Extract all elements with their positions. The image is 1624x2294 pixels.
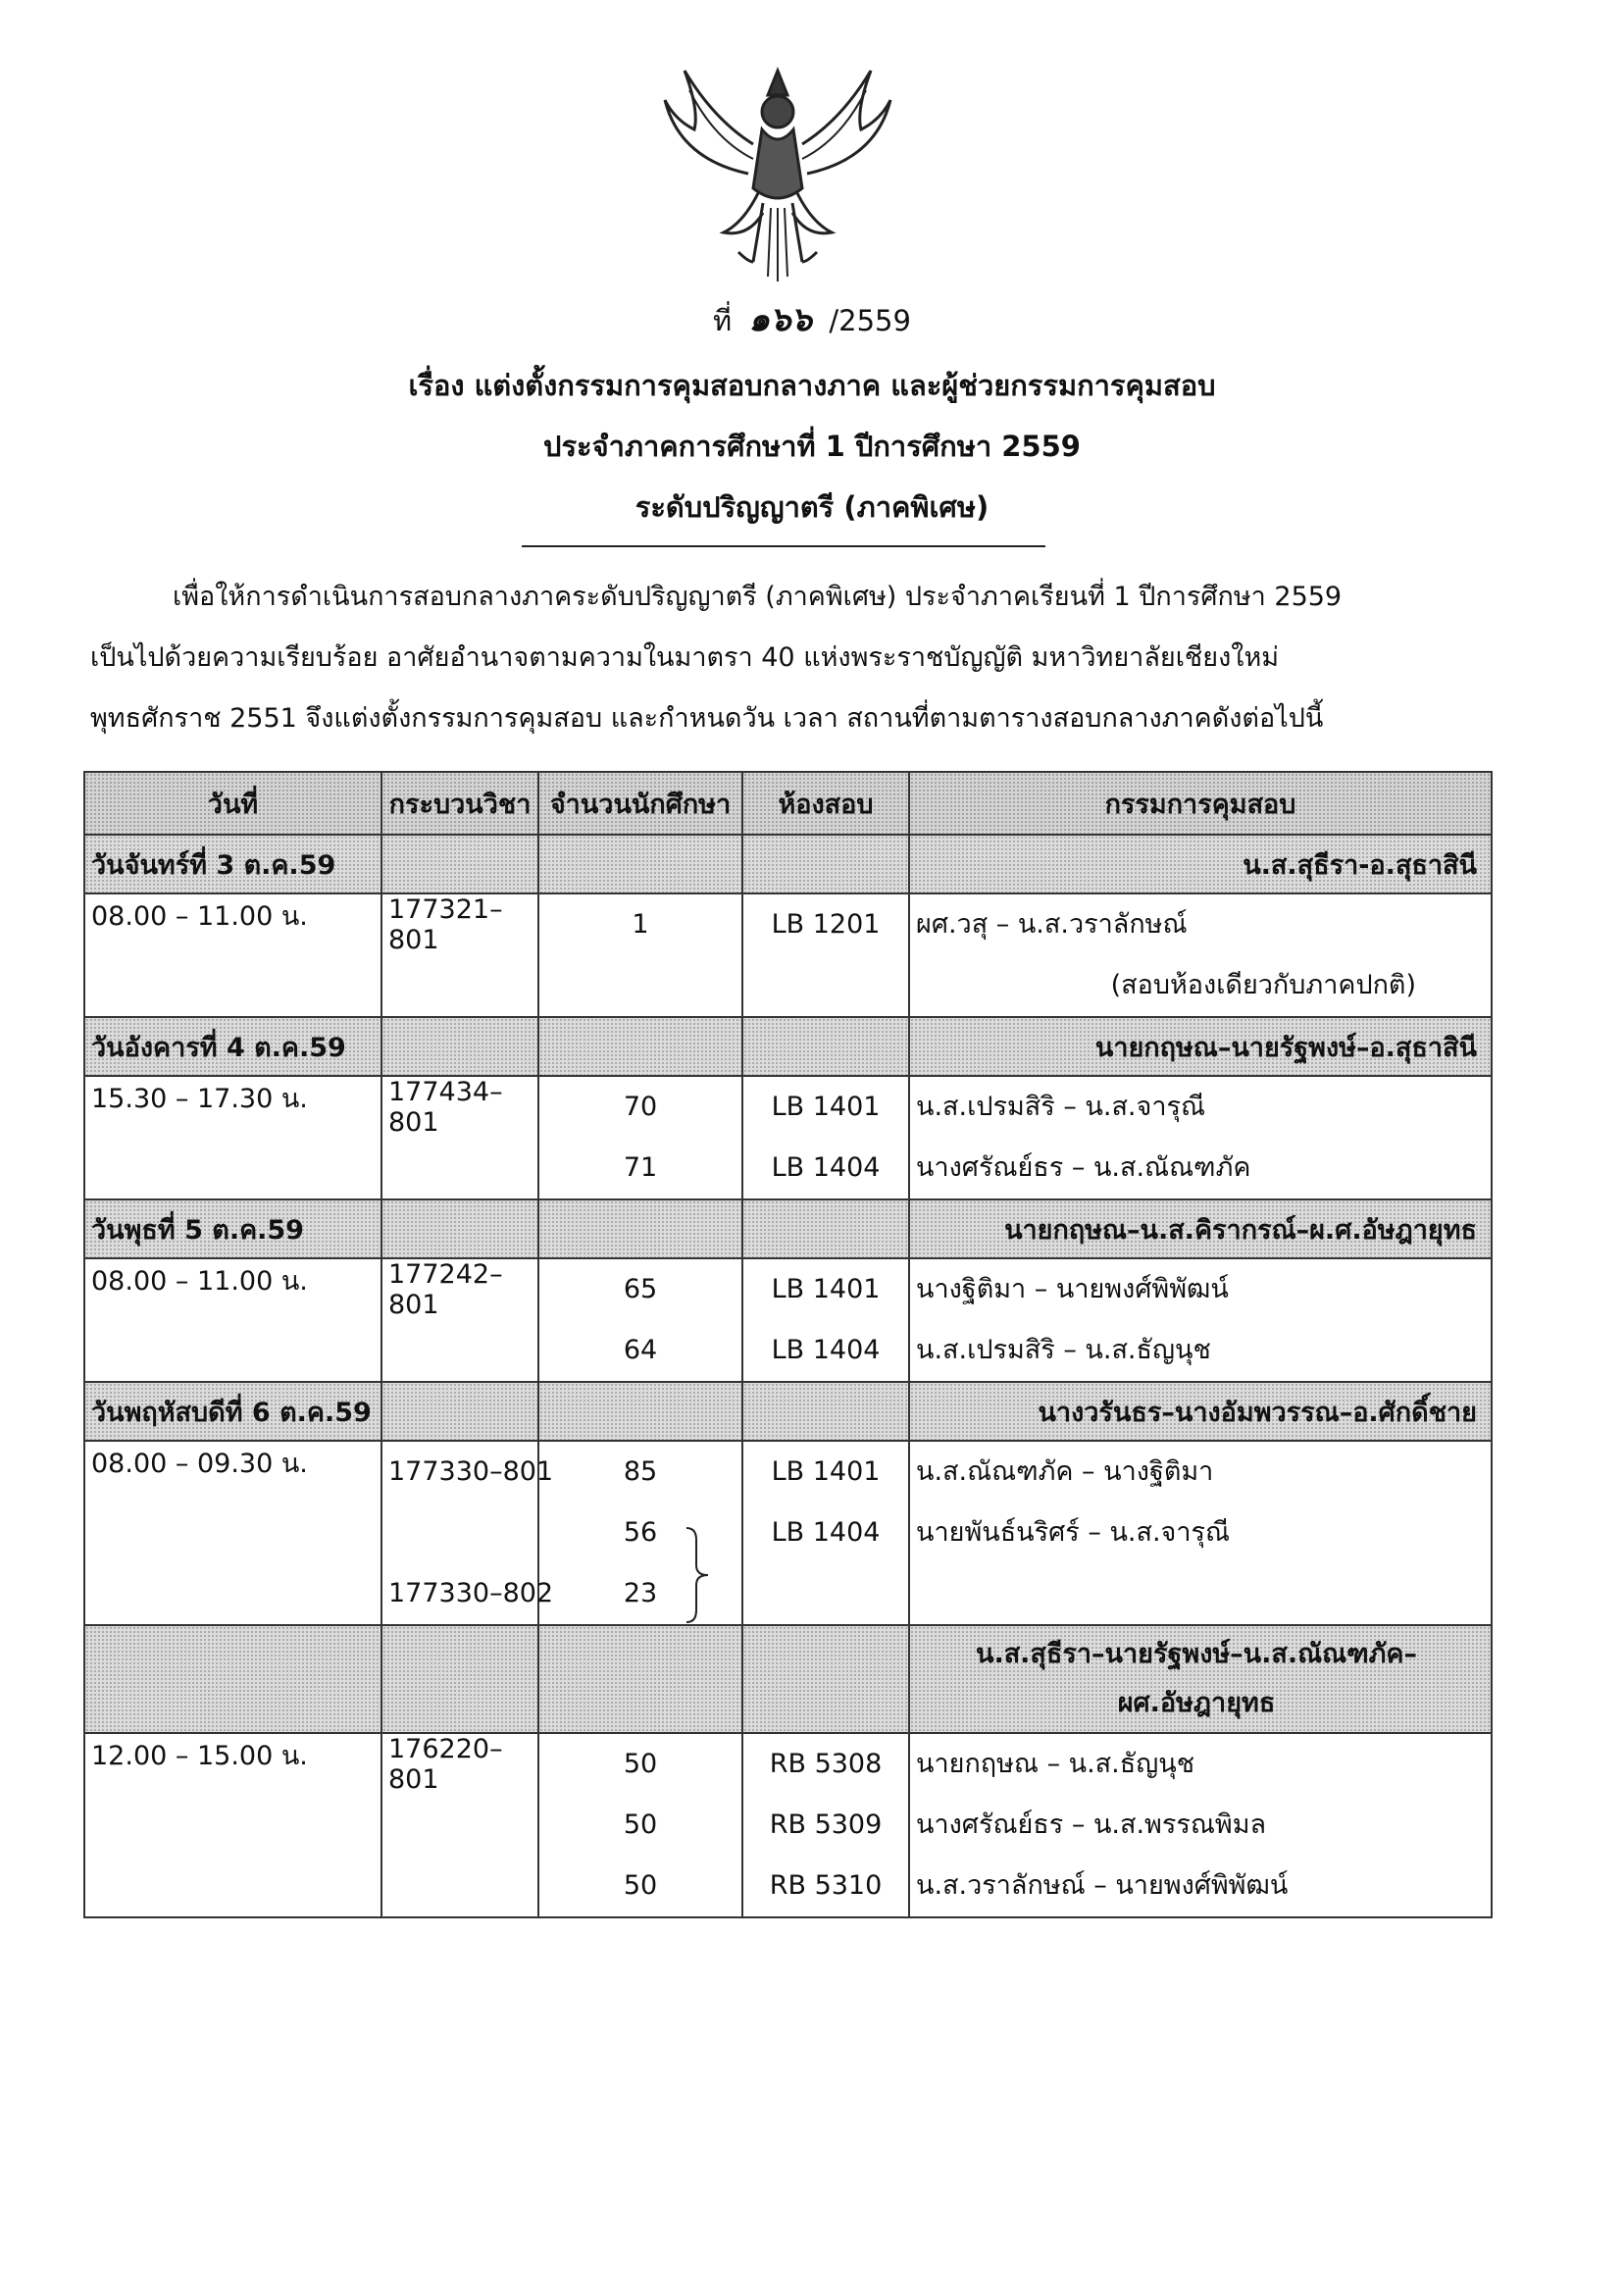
proctor-pair: ผศ.วสุ – น.ส.วราลักษณ์: [916, 909, 1188, 940]
exam-room: LB 1401: [771, 1456, 881, 1487]
day-row: [84, 1382, 1492, 1441]
session-row: [84, 1733, 1492, 1917]
day-row: [84, 835, 1492, 893]
exam-room: RB 5309: [769, 1810, 883, 1840]
proctor-pair: นางฐิติมา – นายพงศ์พิพัฒน์: [916, 1274, 1229, 1304]
exam-room: LB 1401: [771, 1092, 881, 1122]
student-count: 56: [623, 1517, 658, 1548]
header-students: จำนวนนักศึกษา: [538, 772, 742, 835]
day-label: วันพฤหัสบดีที่ 6 ต.ค.59: [84, 1382, 381, 1441]
semester-line: ประจำภาคการศึกษาที่ 1 ปีการศึกษา 2559: [543, 430, 1081, 463]
student-count: 50: [623, 1870, 658, 1901]
proctor-pair: นางศรัณย์ธร – น.ส.ณัณฑภัค: [916, 1152, 1251, 1183]
course-code: 177330–802: [388, 1578, 554, 1608]
intro-line-2: เป็นไปด้วยความเรียบร้อย อาศัยอำนาจตามความในมาตรา 40 แห่งพระราชบัญญัติ มหาวิทยาลัยเชียงใหม่: [90, 642, 1280, 673]
session-row: [84, 1076, 1492, 1199]
intro-line-3: พุทธศักราช 2551 จึงแต่งตั้งกรรมการคุมสอบ และกำหนดวัน เวลา สถานที่ตามตารางสอบกลางภาคดังต่อไปนี้: [90, 703, 1324, 734]
header-course: กระบวนวิชา: [381, 772, 538, 835]
intro-line-1: เพื่อให้การดำเนินการสอบกลางภาคระดับปริญญาตรี (ภาคพิเศษ) ประจำภาคเรียนที่ 1 ปีการศึกษา 2559: [173, 582, 1343, 612]
exam-time: 12.00 – 15.00 น.: [91, 1741, 308, 1771]
exam-time: 08.00 – 09.30 น.: [91, 1449, 308, 1479]
course-code: 177330–801: [388, 1456, 554, 1487]
intro-paragraph: [90, 567, 1483, 749]
course-code: 177242–801: [388, 1259, 503, 1320]
day-label: วันอังคารที่ 4 ต.ค.59: [84, 1017, 381, 1076]
head-proctors: น.ส.สุธีรา-อ.สุธาสินี: [909, 835, 1492, 893]
student-count: 50: [623, 1810, 658, 1840]
student-count: 64: [623, 1335, 658, 1365]
right-brace-icon: [683, 1522, 716, 1628]
proctor-pair: นายกฤษณ – น.ส.ธัญนุช: [916, 1749, 1195, 1779]
document-number: [0, 292, 1624, 345]
header-proctors: กรรมการคุมสอบ: [909, 772, 1492, 835]
room-note: (สอบห้องเดียวกับภาคปกติ): [1110, 970, 1416, 1000]
exam-room: LB 1404: [771, 1152, 881, 1183]
head-proctors: นายกฤษณ–น.ส.คิรากรณ์–ผ.ศ.อัษฎายุทธ: [909, 1199, 1492, 1258]
session-row: [84, 1258, 1492, 1382]
day-label: วันจันทร์ที่ 3 ต.ค.59: [84, 835, 381, 893]
head-proctors: น.ส.สุธีรา–นายรัฐพงษ์–น.ส.ณัณฑภัค– ผศ.อัษฎายุทธ: [909, 1625, 1492, 1733]
exam-room: LB 1201: [771, 909, 881, 940]
exam-schedule-table: [83, 771, 1493, 1918]
subject-line: เรื่อง แต่งตั้งกรรมการคุมสอบกลางภาค และผู้ช่วยกรรมการคุมสอบ: [408, 369, 1216, 402]
course-code: 176220–801: [388, 1734, 503, 1795]
proctor-pair: น.ส.เปรมสิริ – น.ส.จารุณี: [916, 1092, 1206, 1122]
exam-room: RB 5308: [769, 1749, 883, 1779]
exam-room: LB 1404: [771, 1335, 881, 1365]
title-divider: [522, 545, 1045, 547]
student-count: 23: [623, 1578, 658, 1608]
day-row: [84, 1199, 1492, 1258]
exam-room: LB 1404: [771, 1517, 881, 1548]
exam-time: 08.00 – 11.00 น.: [91, 901, 308, 932]
student-count: 71: [623, 1152, 658, 1183]
garuda-emblem-icon: [655, 51, 900, 296]
head-proctors: นายกฤษณ–นายรัฐพงษ์–อ.สุธาสินี: [909, 1017, 1492, 1076]
student-count: 50: [623, 1749, 658, 1779]
proctor-pair: น.ส.ณัณฑภัค – นางฐิติมา: [916, 1456, 1214, 1487]
session-row: [84, 1441, 1492, 1625]
student-count: 1: [632, 909, 649, 940]
course-code: 177321–801: [388, 894, 503, 955]
course-code: 177434–801: [388, 1077, 503, 1138]
proctor-pair: นางศรัณย์ธร – น.ส.พรรณพิมล: [916, 1810, 1267, 1840]
header-date: วันที่: [84, 772, 381, 835]
exam-room: LB 1401: [771, 1274, 881, 1304]
number-prefix: ที่: [713, 304, 733, 337]
header-room: ห้องสอบ: [742, 772, 909, 835]
session-row: [84, 893, 1492, 1017]
exam-room: RB 5310: [769, 1870, 883, 1901]
student-count: 65: [623, 1274, 658, 1304]
handwritten-number: ๑๖๖: [748, 300, 813, 339]
head-proctors: นางวรันธร–นางอัมพวรรณ–อ.ศักดิ์ชาย: [909, 1382, 1492, 1441]
proctor-pair: น.ส.วราลักษณ์ – นายพงศ์พิพัฒน์: [916, 1870, 1289, 1901]
exam-time: 08.00 – 11.00 น.: [91, 1266, 308, 1297]
level-line: ระดับปริญญาตรี (ภาคพิเศษ): [634, 490, 990, 524]
exam-time: 15.30 – 17.30 น.: [91, 1084, 308, 1114]
student-count: 70: [623, 1092, 658, 1122]
student-count: 85: [623, 1456, 658, 1487]
day-row: [84, 1625, 1492, 1733]
number-suffix: /2559: [829, 304, 911, 337]
table-header-row: [84, 772, 1492, 835]
day-label: วันพุธที่ 5 ต.ค.59: [84, 1199, 381, 1258]
proctor-pair: น.ส.เปรมสิริ – น.ส.ธัญนุช: [916, 1335, 1211, 1365]
proctor-pair: นายพันธ์นริศร์ – น.ส.จารุณี: [916, 1517, 1231, 1548]
day-row: [84, 1017, 1492, 1076]
